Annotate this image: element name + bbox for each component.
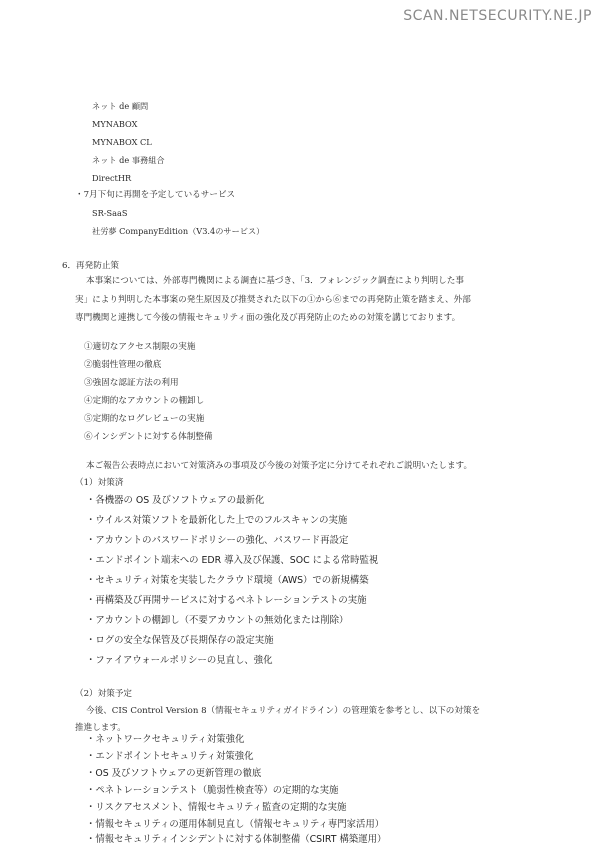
intro-line: 本ご報告公表時点において対策済みの事項及び今後の対策予定に分けてそれぞれご説明いたします。 [86,461,473,471]
measure-item: ⑥インシデントに対する体制整備 [84,432,213,442]
planned-heading: （2）対策予定 [75,689,133,699]
service-item: MYNABOX CL [92,137,152,147]
planned-item: ・情報セキュリティの運用体制見直し（情報セキュリティ専門家活用） [86,819,385,830]
planned-item: ・エンドポイントセキュリティ対策強化 [86,751,254,762]
service-item: MYNABOX [92,119,138,129]
service-item: DirectHR [92,173,132,183]
done-item: ・アカウントのパスワードポリシーの強化、パスワード再設定 [86,535,349,546]
section-title: 6．再発防止策 [62,261,120,271]
done-item: ・ファイアウォールポリシーの見直し、強化 [86,655,273,666]
section-paragraph-line: 実」により判明した本事案の発生原因及び推奨された以下の①から⑥までの再発防止策を踏まえ、外部 [75,295,471,305]
service-item: ネット de 事務組合 [92,155,165,165]
service-item: ネット de 顧問 [92,101,149,111]
planned-item: ・ペネトレーションテスト（脆弱性検査等）の定期的な実施 [86,785,339,796]
done-item: ・再構築及び再開サービスに対するペネトレーションテストの実施 [86,595,367,606]
planned-paragraph-line: 推進します。 [75,723,126,733]
done-heading: （1）対策済 [75,478,124,488]
late-july-service: 社労夢 CompanyEdition（V3.4のサービス） [92,226,265,236]
late-july-service: SR-SaaS [92,208,128,218]
late-july-heading: ・7月下旬に再開を予定しているサービス [75,190,236,200]
done-item: ・各機器の OS 及びソフトウェアの最新化 [86,495,265,506]
section-paragraph-line: 本事案については、外部専門機関による調査に基づき、「3．フォレンジック調査により判明した事 [86,276,464,286]
measure-item: ④定期的なアカウントの棚卸し [84,396,205,406]
measure-item: ②脆弱性管理の徹底 [84,360,162,370]
section-paragraph-line: 専門機関と連携して今後の情報セキュリティ面の強化及び再発防止のための対策を講じております。 [75,313,461,323]
planned-item: ・情報セキュリティインシデントに対する体制整備（CSIRT 構築運用） [86,834,387,845]
done-item: ・ログの安全な保管及び長期保存の設定実施 [86,635,274,646]
planned-paragraph-line: 今後、CIS Control Version 8（情報セキュリティガイドライン）の管理策を参考とし、以下の対策を [86,706,481,716]
planned-item: ・OS 及びソフトウェアの更新管理の徹底 [86,768,262,779]
done-item: ・エンドポイント端末への EDR 導入及び保護、SOC による常時監視 [86,555,379,566]
done-item: ・アカウントの棚卸し（不要アカウントの無効化または削除） [86,615,349,626]
measure-item: ③強固な認証方法の利用 [84,378,179,388]
measure-item: ⑤定期的なログレビューの実施 [84,414,205,424]
measure-item: ①適切なアクセス制限の実施 [84,342,196,352]
site-watermark: SCAN.NETSECURITY.NE.JP [403,8,592,24]
planned-item: ・ネットワークセキュリティ対策強化 [86,734,245,745]
done-item: ・ウイルス対策ソフトを最新化した上でのフルスキャンの実施 [86,515,348,526]
planned-item: ・リスクアセスメント、情報セキュリティ監査の定期的な実施 [86,802,347,813]
done-item: ・セキュリティ対策を実装したクラウド環境（AWS）での新規構築 [86,575,369,586]
